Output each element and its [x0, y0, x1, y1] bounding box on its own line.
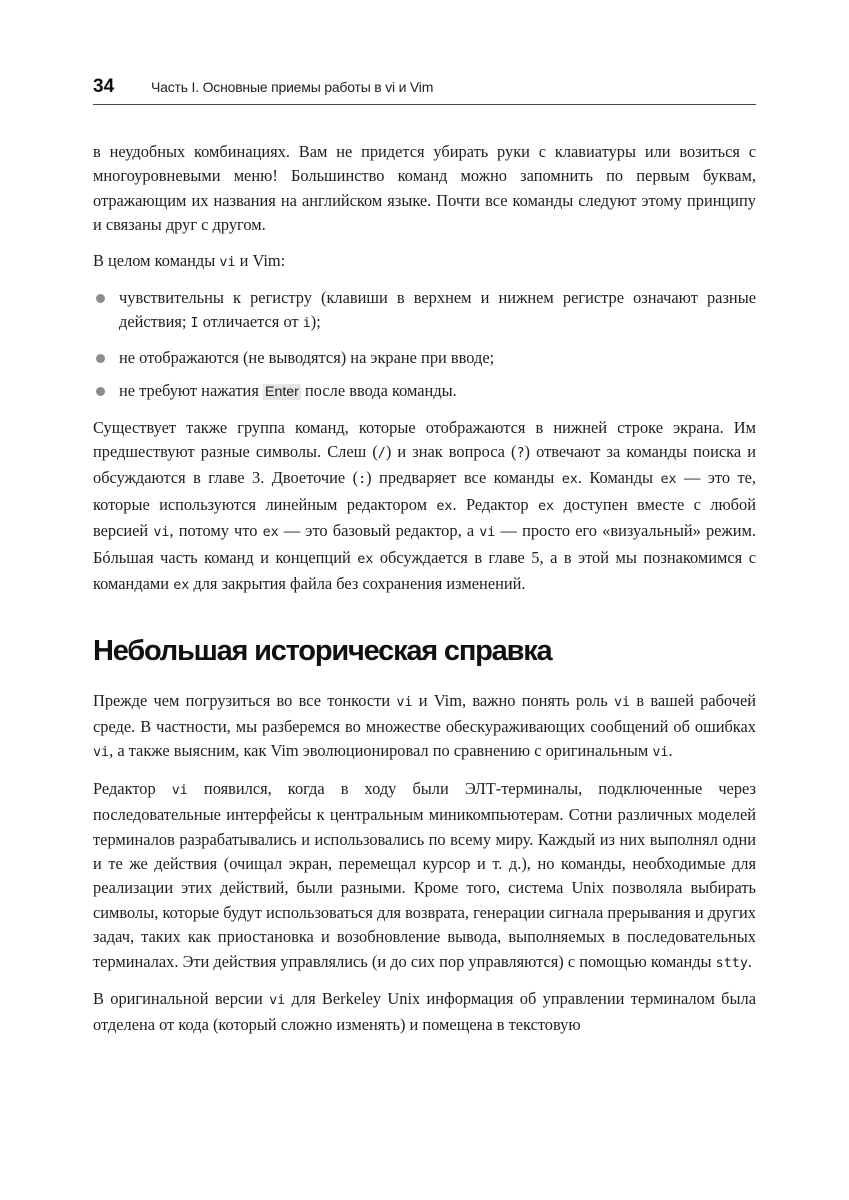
text-run: для Berkeley Unix информация об управлении терминалом была отделена от кода (который сложно изменять) и помещена в текстовую: [93, 988, 756, 1035]
bullet-list: [93, 286, 756, 405]
inline-code: ex: [173, 578, 190, 594]
intro-text: в неудобных комбинациях. Вам не придется убирать руки с клавиатуры или возиться с многоуровневыми меню! Большинство команд можно запомнить по первым буквам, отражающим их названия на английском языке. Почти все команды следуют этому принципу и связаны друг с другом.: [93, 142, 756, 235]
inline-code: ex: [357, 551, 374, 567]
inline-code: ex: [436, 498, 453, 514]
list-item: [93, 346, 756, 370]
text-run: не требуют нажатия: [119, 381, 263, 401]
list-item: [93, 286, 756, 337]
text-run: чувствительны к регистру (клавиши в верхнем и нижнем регистре означают разные действия;: [119, 288, 756, 332]
inline-code: :: [358, 472, 367, 488]
inline-code: vi: [479, 525, 496, 541]
inline-code: ex: [561, 472, 578, 488]
text-run: в вашей рабочей среде. В частности, мы разберемся во множестве обескураживающих сообщений об ошибках: [93, 690, 756, 736]
text-run: после ввода команды.: [300, 381, 457, 401]
inline-code: stty: [715, 955, 748, 971]
running-title: Часть I. Основные приемы работы в vi и Vim: [151, 79, 434, 95]
text-run: .: [668, 741, 673, 761]
text-run: — это базовый редактор, а: [278, 521, 480, 541]
inline-code: vi: [652, 745, 669, 761]
text-run: , потому что: [169, 521, 263, 541]
intro-paragraph: [93, 140, 756, 238]
text-run: — это те, которые используются линейным редактором: [93, 468, 757, 514]
history-paragraph-3: [93, 987, 756, 1038]
text-run: . Команды: [577, 468, 661, 488]
text-run: и Vim, важно понять роль: [412, 690, 614, 710]
inline-code: I: [190, 316, 199, 332]
inline-code: vi: [153, 525, 170, 541]
inline-code: ex: [660, 472, 677, 488]
bullet-icon: [96, 294, 105, 303]
text-run: Существует также группа команд, которые отображаются в нижней строке экрана. Им предшествуют разные символы. Слеш (: [93, 417, 756, 462]
inline-code: vi: [396, 694, 413, 710]
text-run: . Редактор: [452, 494, 538, 514]
text-run: В оригинальной версии: [93, 988, 270, 1008]
commands-paragraph: [93, 416, 756, 599]
text-run: отличается от: [198, 312, 303, 332]
bullet-icon: [96, 354, 105, 363]
text-run: — просто его «визуальный» режим. Бóльшая часть команд и концепций: [93, 521, 756, 567]
text-run: не отображаются (не выводятся) на экране при вводе;: [119, 347, 495, 367]
history-paragraph-2: [93, 777, 756, 976]
text-run: В целом команды: [93, 250, 220, 270]
inline-code: ex: [537, 498, 555, 514]
inline-code: /: [377, 446, 386, 462]
text-run: Редактор: [93, 778, 172, 798]
page-number: 34: [93, 76, 115, 97]
page-content: [93, 140, 756, 1049]
inline-code: i: [302, 316, 311, 332]
text-run: ) предваряет все команды: [366, 468, 562, 488]
text-run: появился, когда в ходу были ЭЛТ-терминалы, подключенные через последовательные интерфейсы к центральным миникомпьютерам. Сотни различных моделей терминалов разрабатывались и использовались по всему миру. Каждый из них выполнял одни и те же действия (очищал экран, перемещал курсор и т. д.), но команды, необходимые для реализации этих действий, были разными. Кроме того, система Unix позволяла выбирать символы, которые будут использоваться для возврата, генерации сигнала прерывания и других задач, таких как приостановка и возобновление вывода, выполняемых в последовательных терминалах. Эти действия управлялись (и до сих пор управляются) с помощью команды: [93, 778, 756, 971]
section-heading: Небольшая историческая справка: [93, 634, 552, 667]
text-run: доступен вместе с любой версией: [93, 494, 756, 541]
inline-code: vi: [613, 694, 631, 710]
text-run: ) и знак вопроса (: [385, 442, 517, 462]
inline-code: vi: [171, 782, 188, 798]
list-item: [93, 379, 756, 404]
running-header: [93, 76, 756, 105]
list-lead-paragraph: [93, 249, 756, 275]
bullet-icon: [96, 387, 105, 396]
inline-code: vi: [93, 745, 110, 761]
text-run: );: [310, 312, 321, 332]
text-run: и Vim:: [235, 250, 286, 270]
inline-code: vi: [219, 254, 236, 270]
inline-code: ex: [262, 525, 279, 541]
history-paragraph-1: [93, 689, 756, 766]
inline-code: vi: [269, 992, 286, 1008]
enter-key-label: Enter: [264, 384, 299, 401]
text-run: для закрытия файла без сохранения изменений.: [189, 574, 526, 594]
text-run: обсуждается в главе 5, а в этой мы познакомимся с командами: [93, 547, 756, 594]
inline-code: ?: [516, 446, 525, 462]
text-run: Прежде чем погрузиться во все тонкости: [93, 690, 397, 710]
text-run: ) отвечают за команды поиска и обсуждаются в главе 3. Двоеточие (: [93, 442, 756, 488]
text-run: .: [747, 951, 753, 971]
text-run: , а также выясним, как Vim эволюционировал по сравнению с оригинальным: [109, 741, 653, 761]
